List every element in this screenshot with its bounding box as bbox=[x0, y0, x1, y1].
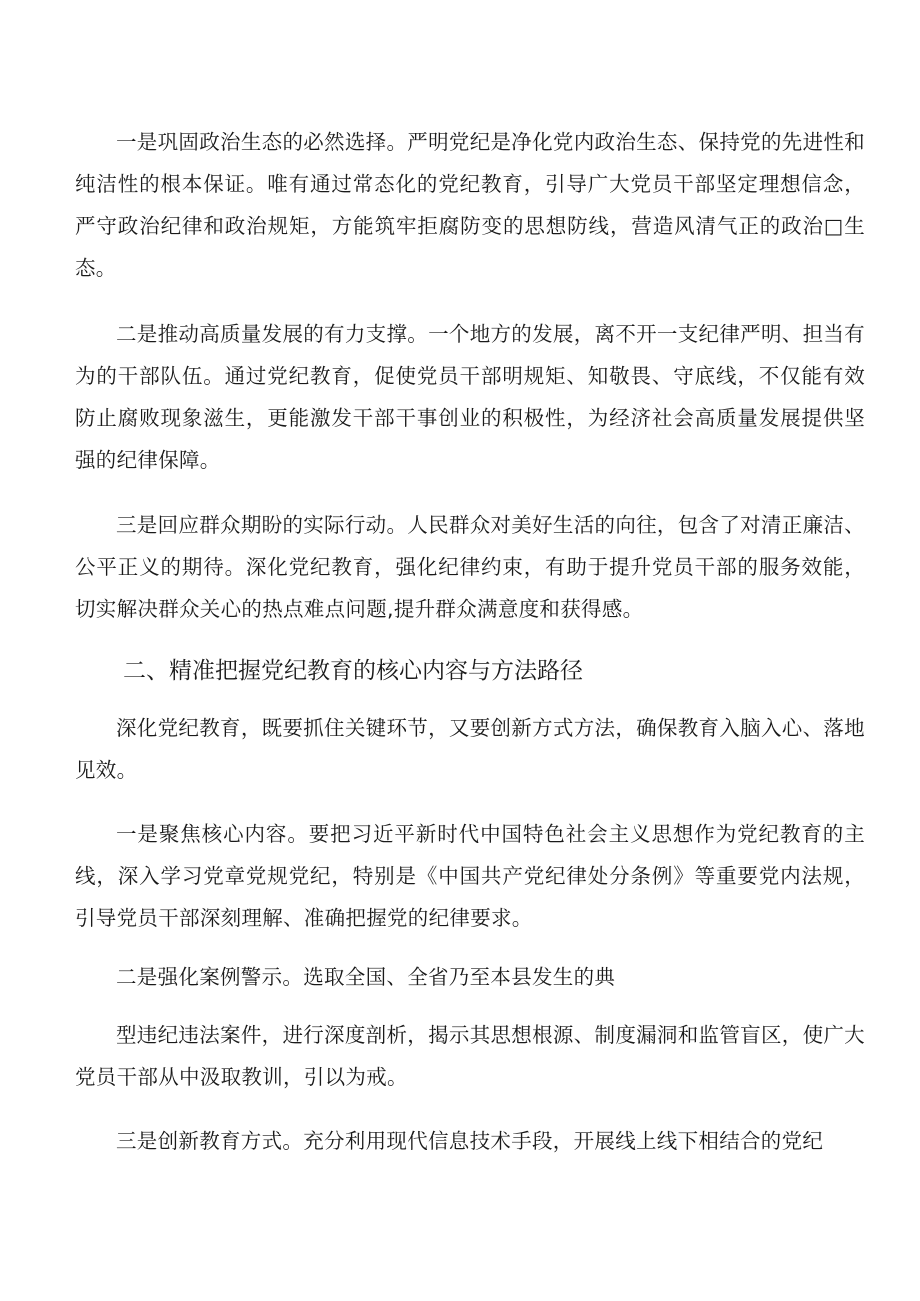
paragraph-case-warning: 二是强化案例警示。选取全国、全省乃至本县发生的典 bbox=[116, 965, 616, 989]
section-heading: 二、精准把握党纪教育的核心内容与方法路径 bbox=[123, 658, 583, 684]
paragraph-political-ecology: 一是巩固政治生态的必然选择。严明党纪是净化党内政治生态、保持党的先进性和纯洁性的根本保证。唯有通过常态化的党纪教育，引导广大党员干部坚定理想信念，严守政治纪律和政治规矩，方能筑牢拒腐防变的思想防线，营造风清气正的政治□生态。 bbox=[75, 130, 865, 280]
paragraph-core-content: 一是聚焦核心内容。要把习近平新时代中国特色社会主义思想作为党纪教育的主线，深入学习党章党规党纪，特别是《中国共产党纪律处分条例》等重要党内法规，引导党员干部深刻理解、准确把握党的纪律要求。 bbox=[75, 822, 865, 930]
paragraph-case-analysis: 型违纪违法案件，进行深度剖析，揭示其思想根源、制度漏洞和监管盲区，使广大党员干部从中汲取教训，引以为戒。 bbox=[75, 1023, 865, 1089]
paragraph-high-quality-development: 二是推动高质量发展的有力支撑。一个地方的发展，离不开一支纪律严明、担当有为的干部队伍。通过党纪教育，促使党员干部明规矩、知敬畏、守底线，不仅能有效防止腐败现象滋生，更能激发干部干事创业的积极性，为经济社会高质量发展提供坚强的纪律保障。 bbox=[75, 322, 865, 472]
paragraph-innovation: 三是创新教育方式。充分利用现代信息技术手段，开展线上线下相结合的党纪 bbox=[116, 1129, 824, 1153]
paragraph-intro: 深化党纪教育，既要抓住关键环节，又要创新方式方法，确保教育入脑入心、落地见效。 bbox=[75, 716, 865, 782]
paragraph-public-expectations: 三是回应群众期盼的实际行动。人民群众对美好生活的向往，包含了对清正廉洁、公平正义的期待。深化党纪教育，强化纪律约束，有助于提升党员干部的服务效能，切实解决群众关心的热点难点问题,提升群众满意度和获得感。 bbox=[75, 513, 865, 621]
